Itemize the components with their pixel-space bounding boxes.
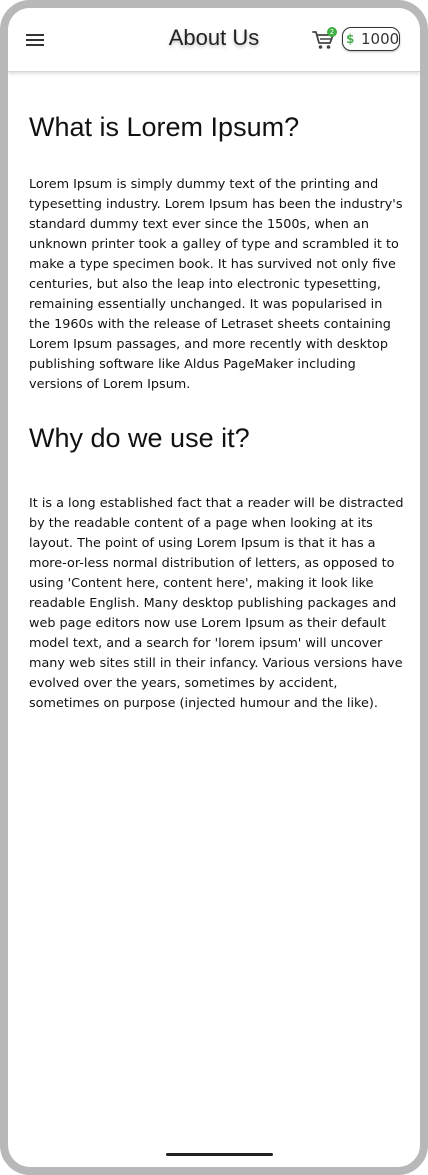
section-heading: Why do we use it? (29, 423, 250, 453)
home-indicator[interactable] (166, 1153, 273, 1156)
page-title: About Us (168, 25, 260, 50)
section-heading: What is Lorem Ipsum? (29, 112, 300, 142)
hamburger-menu-icon[interactable] (23, 28, 47, 52)
cart-button[interactable] (311, 27, 337, 53)
about-content (29, 86, 407, 714)
coin-icon: $ (346, 32, 355, 46)
coin-balance-value: 1000 (361, 30, 400, 48)
section-paragraph: It is a long established fact that a reader will be distracted by the readable content of a page when looking at its layout. The point of using Lorem Ipsum is that it has a more-or-less normal distribution of letters, as opposed to using 'Content here, content here', making it look like readable English. Many desktop publishing packages and web page editors now use Lorem Ipsum as their default model text, and a search for 'lorem ipsum' will uncover many web sites still in their infancy. Various versions have evolved over the years, sometimes by accident, sometimes on purpose (injected humour and the like). (29, 496, 404, 711)
cart-count-badge: 2 (327, 27, 337, 37)
section-paragraph: Lorem Ipsum is simply dummy text of the printing and typesetting industry. Lorem Ipsum has been the industry's standard dummy text ever since the 1500s, when an unknown printer took a galley of type and scrambled it to make a type specimen book. It has survived not only five centuries, but also the leap into electronic typesetting, remaining essentially unchanged. It was popularised in the 1960s with the release of Letraset sheets containing Lorem Ipsum passages, and more recently with desktop publishing software like Aldus PageMaker including versions of Lorem Ipsum. (29, 177, 403, 392)
coin-balance-button[interactable] (342, 27, 400, 51)
app-bar (8, 8, 420, 72)
